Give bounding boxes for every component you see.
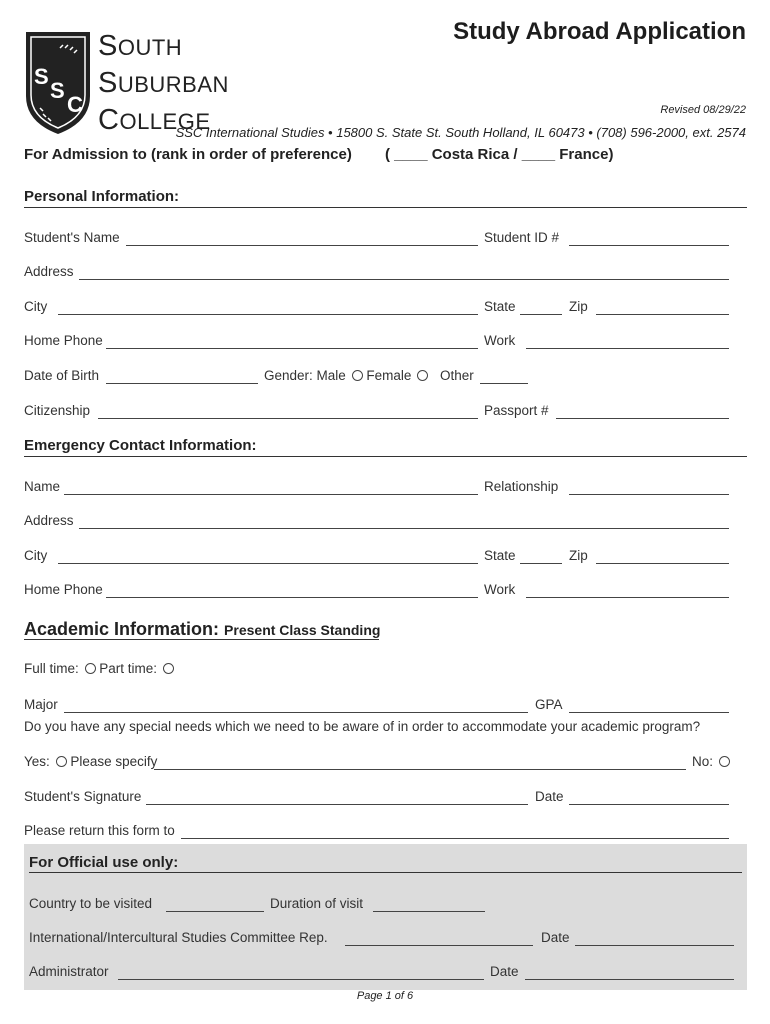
- emergency-state-label: State: [484, 548, 516, 563]
- yes-label: Yes:: [24, 754, 50, 769]
- emergency-home-phone-label: Home Phone: [24, 582, 103, 597]
- committee-rep-label: International/Intercultural Studies Committee Rep.: [29, 930, 328, 945]
- administrator-field[interactable]: [118, 979, 484, 980]
- yes-radio[interactable]: [56, 756, 67, 767]
- relationship-label: Relationship: [484, 479, 559, 494]
- official-use-divider: [29, 872, 742, 873]
- gender-other-field[interactable]: [480, 383, 528, 384]
- emergency-address-field[interactable]: [79, 528, 729, 529]
- emergency-work-field[interactable]: [526, 597, 729, 598]
- full-time-label: Full time:: [24, 661, 79, 676]
- special-needs-question: Do you have any special needs which we need to be aware of in order to accommodate your academic program?: [24, 719, 701, 734]
- city-label: City: [24, 299, 48, 314]
- gender-group: [264, 368, 428, 383]
- academic-heading-text: Academic Information:: [24, 619, 220, 639]
- please-specify-label: Please specify: [70, 754, 158, 769]
- student-id-label: Student ID #: [484, 230, 560, 245]
- work-phone-field[interactable]: [526, 348, 729, 349]
- personal-info-heading: Personal Information:: [24, 188, 180, 205]
- logo-initials-s2: S: [50, 78, 65, 103]
- signature-label: Student's Signature: [24, 789, 142, 804]
- signature-date-label: Date: [535, 789, 564, 804]
- student-id-field[interactable]: [569, 245, 729, 246]
- return-to-field[interactable]: [181, 838, 729, 839]
- gender-female-label: Female: [366, 368, 412, 383]
- logo-word-college: COLLEGE: [98, 104, 211, 136]
- emergency-heading: Emergency Contact Information:: [24, 437, 257, 454]
- zip-field[interactable]: [596, 314, 729, 315]
- country-visited-field[interactable]: [166, 911, 264, 912]
- state-field[interactable]: [520, 314, 562, 315]
- no-radio[interactable]: [719, 756, 730, 767]
- special-needs-no: [692, 754, 730, 769]
- full-time-radio[interactable]: [85, 663, 96, 674]
- country-visited-label: Country to be visited: [29, 896, 153, 911]
- gender-female-radio[interactable]: [417, 370, 428, 381]
- enrollment-status: [24, 661, 174, 676]
- class-standing-subheading: Present Class Standing: [224, 622, 381, 638]
- committee-date-field[interactable]: [575, 945, 734, 946]
- committee-date-label: Date: [541, 930, 570, 945]
- major-label: Major: [24, 697, 58, 712]
- state-label: State: [484, 299, 516, 314]
- address-label: Address: [24, 264, 74, 279]
- page-number: Page 1 of 6: [356, 990, 414, 1002]
- admission-label: For Admission to (rank in order of preference): [24, 146, 352, 163]
- special-needs-field[interactable]: [154, 769, 686, 770]
- return-to-label: Please return this form to: [24, 823, 175, 838]
- city-field[interactable]: [58, 314, 478, 315]
- gpa-field[interactable]: [569, 712, 729, 713]
- no-label: No:: [692, 754, 714, 769]
- personal-info-divider: [24, 207, 747, 208]
- logo-initials-s1: S: [34, 64, 49, 89]
- office-address: SSC International Studies • 15800 S. State St. South Holland, IL 60473 • (708) 596-2000, ext. 2574: [175, 125, 746, 140]
- duration-label: Duration of visit: [270, 896, 364, 911]
- emergency-name-field[interactable]: [64, 494, 478, 495]
- passport-label: Passport #: [484, 403, 549, 418]
- major-field[interactable]: [64, 712, 528, 713]
- shield-logo-icon: [24, 26, 92, 136]
- relationship-field[interactable]: [569, 494, 729, 495]
- gpa-label: GPA: [535, 697, 563, 712]
- emergency-zip-label: Zip: [569, 548, 588, 563]
- administrator-label: Administrator: [29, 964, 109, 979]
- signature-date-field[interactable]: [569, 804, 729, 805]
- revised-date: Revised 08/29/22: [660, 104, 746, 116]
- logo-word-south: SOUTH: [98, 30, 183, 62]
- student-name-field[interactable]: [126, 245, 478, 246]
- admission-choices[interactable]: ( ____ Costa Rica / ____ France): [385, 146, 614, 163]
- emergency-divider: [24, 456, 747, 457]
- citizenship-label: Citizenship: [24, 403, 91, 418]
- emergency-city-field[interactable]: [58, 563, 478, 564]
- emergency-city-label: City: [24, 548, 48, 563]
- gender-other-label: Other: [440, 368, 474, 383]
- emergency-zip-field[interactable]: [596, 563, 729, 564]
- official-use-heading: For Official use only:: [29, 854, 179, 871]
- administrator-date-field[interactable]: [525, 979, 734, 980]
- dob-field[interactable]: [106, 383, 258, 384]
- passport-field[interactable]: [556, 418, 729, 419]
- committee-rep-field[interactable]: [345, 945, 533, 946]
- address-field[interactable]: [79, 279, 729, 280]
- part-time-label: Part time:: [99, 661, 158, 676]
- emergency-name-label: Name: [24, 479, 61, 494]
- academic-heading: [24, 619, 380, 640]
- emergency-work-label: Work: [484, 582, 516, 597]
- page-title: Study Abroad Application: [453, 18, 746, 45]
- dob-label: Date of Birth: [24, 368, 100, 383]
- academic-divider: [24, 639, 379, 640]
- emergency-address-label: Address: [24, 513, 74, 528]
- citizenship-field[interactable]: [98, 418, 478, 419]
- administrator-date-label: Date: [490, 964, 519, 979]
- signature-field[interactable]: [146, 804, 528, 805]
- special-needs-yes: [24, 754, 157, 769]
- emergency-state-field[interactable]: [520, 563, 562, 564]
- home-phone-label: Home Phone: [24, 333, 103, 348]
- duration-field[interactable]: [373, 911, 485, 912]
- work-label: Work: [484, 333, 516, 348]
- logo-word-suburban: SUBURBAN: [98, 67, 229, 99]
- part-time-radio[interactable]: [163, 663, 174, 674]
- zip-label: Zip: [569, 299, 588, 314]
- gender-male-radio[interactable]: [352, 370, 363, 381]
- home-phone-field[interactable]: [106, 348, 478, 349]
- logo-initials-c: C: [67, 92, 83, 117]
- emergency-home-phone-field[interactable]: [106, 597, 478, 598]
- gender-male-label: Gender: Male: [264, 368, 346, 383]
- student-name-label: Student's Name: [24, 230, 120, 245]
